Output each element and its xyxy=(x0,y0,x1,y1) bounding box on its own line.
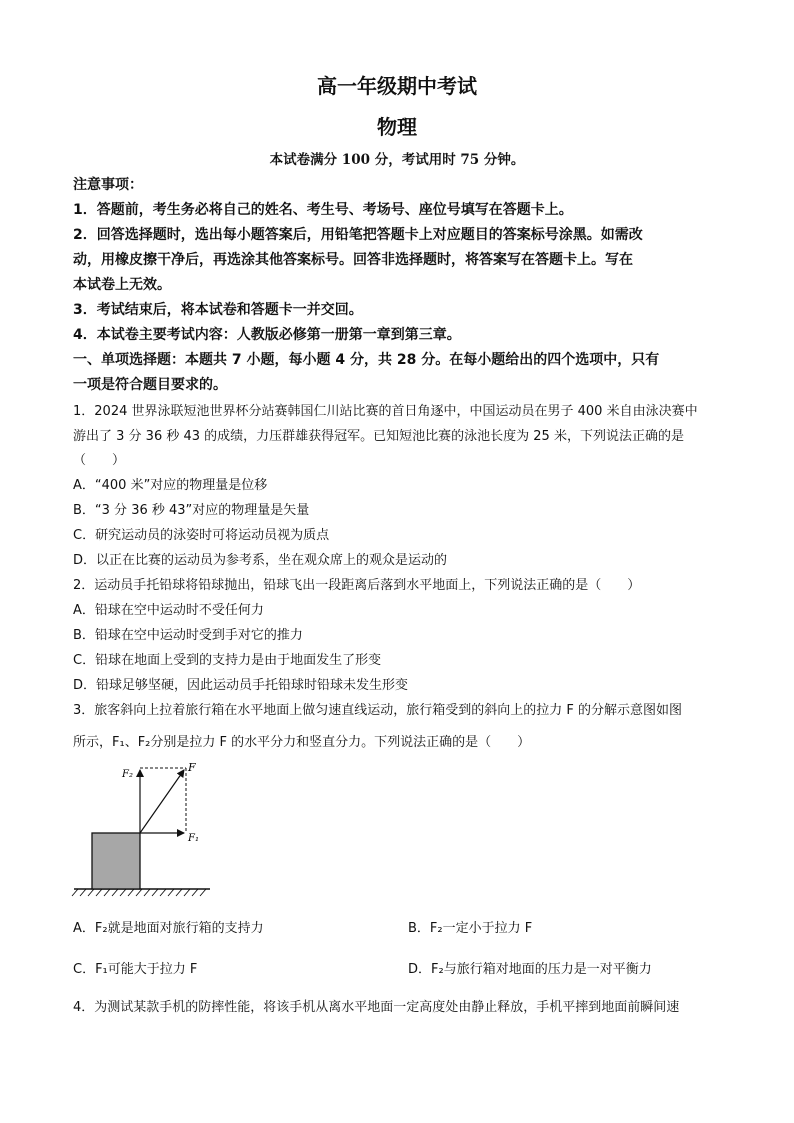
q3-option-c: C．F₁可能大于拉力 F xyxy=(73,962,198,977)
note-2-line3: 本试卷上无效。 xyxy=(73,277,171,293)
note-1: 1．答题前，考生务必将自己的姓名、考生号、考场号、座位号填写在答题卡上。 xyxy=(73,202,573,218)
exam-title: 高一年级期中考试 xyxy=(317,74,477,98)
q3-stem-line1: 3．旅客斜向上拉着旅行箱在水平地面上做匀速直线运动，旅行箱受到的斜向上的拉力 F 的分解示意图如图 xyxy=(73,703,683,718)
q2-option-d: D．铅球足够坚硬，因此运动员手托铅球时铅球未发生形变 xyxy=(73,678,409,693)
q2-option-c: C．铅球在地面上受到的支持力是由于地面发生了形变 xyxy=(73,653,382,668)
note-3: 3．考试结束后，将本试卷和答题卡一并交回。 xyxy=(73,302,363,318)
q1-option-a: A．“400 米”对应的物理量是位移 xyxy=(73,478,268,493)
note-4: 4．本试卷主要考试内容：人教版必修第一册第一章到第三章。 xyxy=(73,327,461,343)
note-2-line1: 2．回答选择题时，选出每小题答案后，用铅笔把答题卡上对应题目的答案标号涂黑。如需改 xyxy=(73,227,643,243)
q2-option-a: A．铅球在空中运动时不受任何力 xyxy=(73,603,264,618)
suitcase-box xyxy=(92,833,140,889)
q1-stem-line2: 游出了 3 分 36 秒 43 的成绩，力压群雄获得冠军。已知短池比赛的泳池长度为 25 米，下列说法正确的是 xyxy=(73,429,684,444)
label-f1: F₁ xyxy=(188,833,199,844)
exam-info: 本试卷满分 100 分，考试用时 75 分钟。 xyxy=(269,152,525,168)
section-heading-line2: 一项是符合题目要求的。 xyxy=(73,377,227,393)
label-f2: F₂ xyxy=(122,769,133,780)
force-diagram xyxy=(70,757,215,899)
q1-option-b: B．“3 分 36 秒 43”对应的物理量是矢量 xyxy=(73,503,310,518)
q1-option-c: C．研究运动员的泳姿时可将运动员视为质点 xyxy=(73,528,330,543)
q1-stem-line1: 1．2024 世界泳联短池世界杯分站赛韩国仁川站比赛的首日角逐中，中国运动员在男子 400 米自由泳决赛中 xyxy=(73,404,698,419)
q4-stem-line1: 4．为测试某款手机的防摔性能，将该手机从离水平地面一定高度处由静止释放，手机平摔到地面前瞬间速 xyxy=(73,1000,680,1015)
q1-option-d: D．以正在比赛的运动员为参考系，坐在观众席上的观众是运动的 xyxy=(73,553,448,568)
section-heading-line1: 一、单项选择题：本题共 7 小题，每小题 4 分，共 28 分。在每小题给出的四个选项中，只有 xyxy=(73,352,660,368)
ground xyxy=(72,889,210,896)
note-2-line2: 动，用橡皮擦干净后，再选涂其他答案标号。回答非选择题时，将答案写在答题卡上。写在 xyxy=(73,252,633,268)
q3-stem-line2: 所示，F₁、F₂分别是拉力 F 的水平分力和竖直分力。下列说法正确的是（ ） xyxy=(73,735,531,750)
notes-heading: 注意事项： xyxy=(73,177,143,193)
q3-option-a: A．F₂就是地面对旅行箱的支持力 xyxy=(73,921,264,936)
f-arrow xyxy=(140,770,184,833)
q1-stem-line3: （ ） xyxy=(73,453,126,468)
label-f: F xyxy=(188,761,196,774)
q2-option-b: B．铅球在空中运动时受到手对它的推力 xyxy=(73,628,303,643)
subject-title: 物理 xyxy=(377,115,417,139)
q3-option-b: B．F₂一定小于拉力 F xyxy=(408,921,533,936)
q2-stem: 2．运动员手托铅球将铅球抛出，铅球飞出一段距离后落到水平地面上，下列说法正确的是（ ） xyxy=(73,578,641,593)
q3-option-d: D．F₂与旅行箱对地面的压力是一对平衡力 xyxy=(408,962,652,977)
